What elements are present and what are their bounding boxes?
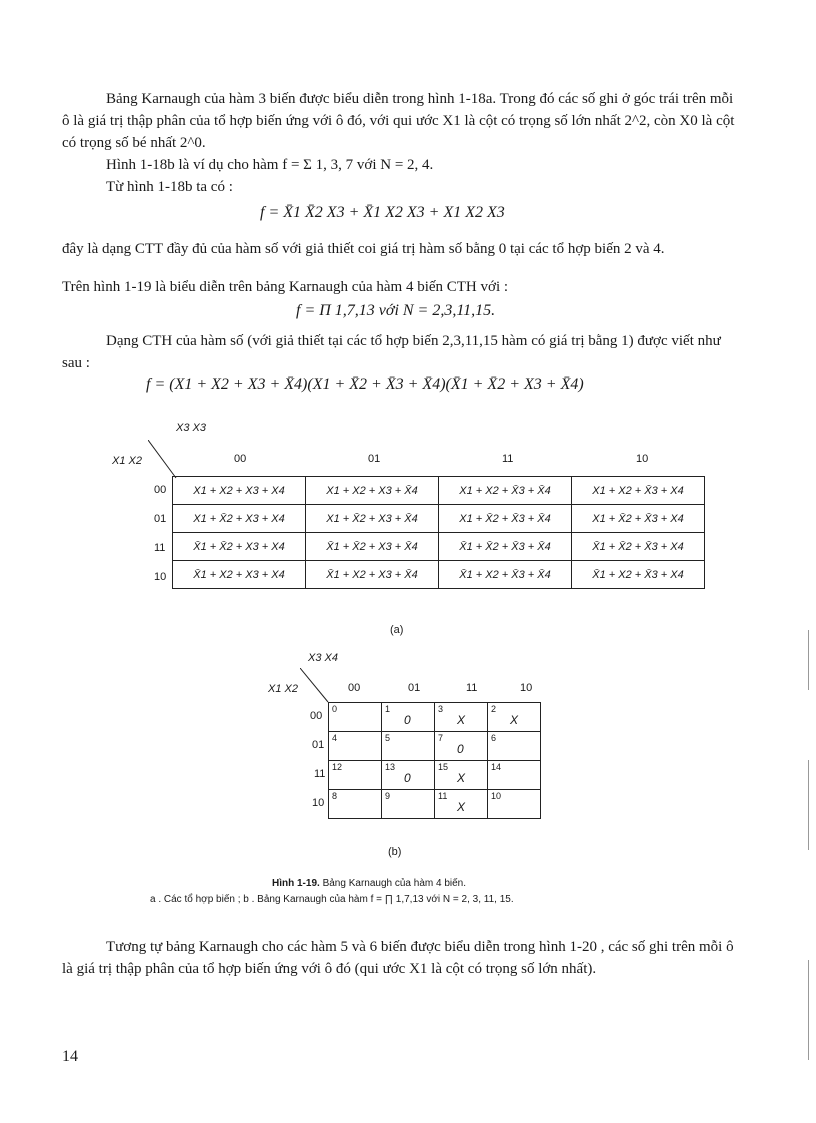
cell-b-num: 14 bbox=[491, 762, 502, 772]
cell-b-num: 3 bbox=[438, 704, 444, 714]
figure-caption bbox=[272, 878, 466, 889]
cell-b-val: 0 bbox=[404, 771, 411, 785]
cell-b-num: 10 bbox=[491, 791, 502, 801]
figure-b-col-var: X3 X4 bbox=[308, 652, 338, 664]
cell-b-2-3 bbox=[488, 761, 541, 790]
cell-b-0-3 bbox=[488, 703, 541, 732]
figure-b-row-var: X1 X2 bbox=[268, 683, 298, 695]
cell-b-num: 1 bbox=[385, 704, 391, 714]
cell-b-0-2 bbox=[435, 703, 488, 732]
cell-a-0-3: X1 + X2 + X̄3 + X4 bbox=[572, 477, 705, 505]
cell-b-val: 0 bbox=[457, 742, 464, 756]
figure-caption-sub: a . Các tổ hợp biến ; b . Bảng Karnaugh của hàm f = ∏ 1,7,13 với N = 2, 3, 11, 15. bbox=[150, 894, 514, 905]
cell-b-num: 0 bbox=[332, 704, 338, 714]
cell-b-2-0 bbox=[329, 761, 382, 790]
paragraph-cth-form: Dạng CTH của hàm số (với giả thiết tại các tổ hợp biến 2,3,11,15 hàm có giá trị bằng 1) được viết như sau : bbox=[62, 333, 721, 371]
cell-b-val: X bbox=[457, 771, 466, 785]
cell-a-1-1: X1 + X̄2 + X3 + X̄4 bbox=[306, 505, 439, 533]
figure-b-diagonal bbox=[300, 668, 330, 704]
figure-b-row-header-1: 01 bbox=[312, 739, 325, 751]
figure-b-row-header-0: 00 bbox=[310, 710, 323, 722]
scan-edge-line bbox=[808, 760, 809, 850]
caption-title: Hình 1-19. bbox=[272, 878, 320, 889]
cell-b-3-0 bbox=[329, 790, 382, 819]
karnaugh-table-b bbox=[328, 702, 541, 819]
cell-b-num: 13 bbox=[385, 762, 396, 772]
figure-b-col-header-0: 00 bbox=[348, 682, 361, 694]
cell-b-1-2 bbox=[435, 732, 488, 761]
cell-b-val: X bbox=[510, 713, 519, 727]
cell-b-2-1 bbox=[382, 761, 435, 790]
scan-edge-line bbox=[808, 630, 809, 690]
figure-a-col-header-3: 10 bbox=[636, 453, 649, 465]
cell-a-1-0: X1 + X̄2 + X3 + X4 bbox=[173, 505, 306, 533]
cell-a-0-0: X1 + X2 + X3 + X4 bbox=[173, 477, 306, 505]
cell-b-3-3 bbox=[488, 790, 541, 819]
cell-b-2-2 bbox=[435, 761, 488, 790]
cell-b-3-1 bbox=[382, 790, 435, 819]
equation-cth: f = (X1 + X2 + X3 + X̄4)(X1 + X̄2 + X̄3 + X̄4)(X̄1 + X̄2 + X3 + X̄4) bbox=[146, 376, 584, 393]
figure-a-row-header-3: 10 bbox=[154, 571, 167, 583]
cell-b-num: 8 bbox=[332, 791, 338, 801]
cell-a-1-3: X1 + X̄2 + X̄3 + X4 bbox=[572, 505, 705, 533]
cell-a-3-2: X̄1 + X2 + X̄3 + X̄4 bbox=[439, 561, 572, 589]
figure-a-col-var: X3 X3 bbox=[176, 422, 206, 434]
figure-b-row-header-2: 11 bbox=[314, 768, 326, 780]
cell-b-val: 0 bbox=[404, 713, 411, 727]
figure-a-row-header-0: 00 bbox=[154, 484, 167, 496]
page-number: 14 bbox=[62, 1048, 78, 1065]
cell-b-1-0 bbox=[329, 732, 382, 761]
caption-text: Bảng Karnaugh của hàm 4 biến. bbox=[322, 878, 467, 889]
equation-product: f = Π 1,7,13 với N = 2,3,11,15. bbox=[296, 302, 496, 319]
paragraph-5-6-var: Tương tự bảng Karnaugh cho các hàm 5 và 6 biến được biểu diễn trong hình 1-20 , các số ghi trên mỗi ô là giá trị thập phân của tổ hợp biến ứng với ô đó (qui ước X1 là cột có trọng số lớn nhất). bbox=[62, 939, 734, 977]
figure-a-col-header-1: 01 bbox=[368, 453, 381, 465]
cell-b-0-0 bbox=[329, 703, 382, 732]
paragraph-example-18b: Hình 1-18b là ví dụ cho hàm f = Σ 1, 3, 7 với N = 2, 4. bbox=[106, 157, 434, 173]
figure-a-row-var: X1 X2 bbox=[112, 455, 142, 467]
cell-a-1-2: X1 + X̄2 + X̄3 + X̄4 bbox=[439, 505, 572, 533]
cell-b-num: 15 bbox=[438, 762, 449, 772]
figure-a-col-header-0: 00 bbox=[234, 453, 247, 465]
cell-b-0-1 bbox=[382, 703, 435, 732]
paragraph-ctt-form: đây là dạng CTT đầy đủ của hàm số với giả thiết coi giá trị hàm số bằng 0 tại các tổ hợp biến 2 và 4. bbox=[62, 241, 665, 257]
cell-a-0-1: X1 + X2 + X3 + X̄4 bbox=[306, 477, 439, 505]
cell-b-num: 12 bbox=[332, 762, 343, 772]
cell-b-num: 7 bbox=[438, 733, 444, 743]
cell-a-3-1: X̄1 + X2 + X3 + X̄4 bbox=[306, 561, 439, 589]
figure-a-diagonal bbox=[148, 440, 178, 480]
paragraph-from-figure: Từ hình 1-18b ta có : bbox=[106, 179, 233, 195]
cell-b-num: 11 bbox=[438, 791, 448, 801]
cell-b-val: X bbox=[457, 713, 466, 727]
karnaugh-table-a bbox=[172, 476, 705, 589]
figure-b-row-header-3: 10 bbox=[312, 797, 325, 809]
cell-a-3-3: X̄1 + X2 + X̄3 + X4 bbox=[572, 561, 705, 589]
cell-b-1-1 bbox=[382, 732, 435, 761]
cell-b-val: X bbox=[457, 800, 466, 814]
scan-edge-line bbox=[808, 960, 809, 1060]
equation-ctt: f = X̄1 X̄2 X3 + X̄1 X2 X3 + X1 X2 X3 bbox=[260, 204, 505, 221]
cell-a-2-1: X̄1 + X̄2 + X3 + X̄4 bbox=[306, 533, 439, 561]
figure-b-label: (b) bbox=[388, 846, 402, 858]
paragraph-karnaugh-3-var: Bảng Karnaugh của hàm 3 biến được biểu diễn trong hình 1-18a. Trong đó các số ghi ở góc trái trên mỗi ô là giá trị thập phân của tổ hợp biến ứng với ô đó, với qui ước X1 là cột có trọng số lớn nhất 2^2, còn X0 là cột có trọng số bé nhất 2^0. bbox=[62, 91, 735, 151]
figure-a-label: (a) bbox=[390, 624, 404, 636]
cell-a-2-2: X̄1 + X̄2 + X̄3 + X̄4 bbox=[439, 533, 572, 561]
cell-b-num: 6 bbox=[491, 733, 497, 743]
cell-a-3-0: X̄1 + X2 + X3 + X4 bbox=[173, 561, 306, 589]
cell-b-num: 9 bbox=[385, 791, 391, 801]
figure-b-col-header-2: 11 bbox=[466, 682, 478, 694]
paragraph-cth-intro: Trên hình 1-19 là biểu diễn trên bảng Karnaugh của hàm 4 biến CTH với : bbox=[62, 279, 509, 295]
figure-a-row-header-1: 01 bbox=[154, 513, 167, 525]
figure-a-row-header-2: 11 bbox=[154, 542, 166, 554]
cell-a-2-0: X̄1 + X̄2 + X3 + X4 bbox=[173, 533, 306, 561]
cell-b-num: 5 bbox=[385, 733, 391, 743]
cell-a-2-3: X̄1 + X̄2 + X̄3 + X4 bbox=[572, 533, 705, 561]
figure-b-col-header-3: 10 bbox=[520, 682, 533, 694]
figure-b-col-header-1: 01 bbox=[408, 682, 421, 694]
cell-b-num: 4 bbox=[332, 733, 338, 743]
cell-b-1-3 bbox=[488, 732, 541, 761]
cell-b-3-2 bbox=[435, 790, 488, 819]
cell-b-num: 2 bbox=[491, 704, 497, 714]
figure-a-col-header-2: 11 bbox=[502, 453, 514, 465]
cell-a-0-2: X1 + X2 + X̄3 + X̄4 bbox=[439, 477, 572, 505]
